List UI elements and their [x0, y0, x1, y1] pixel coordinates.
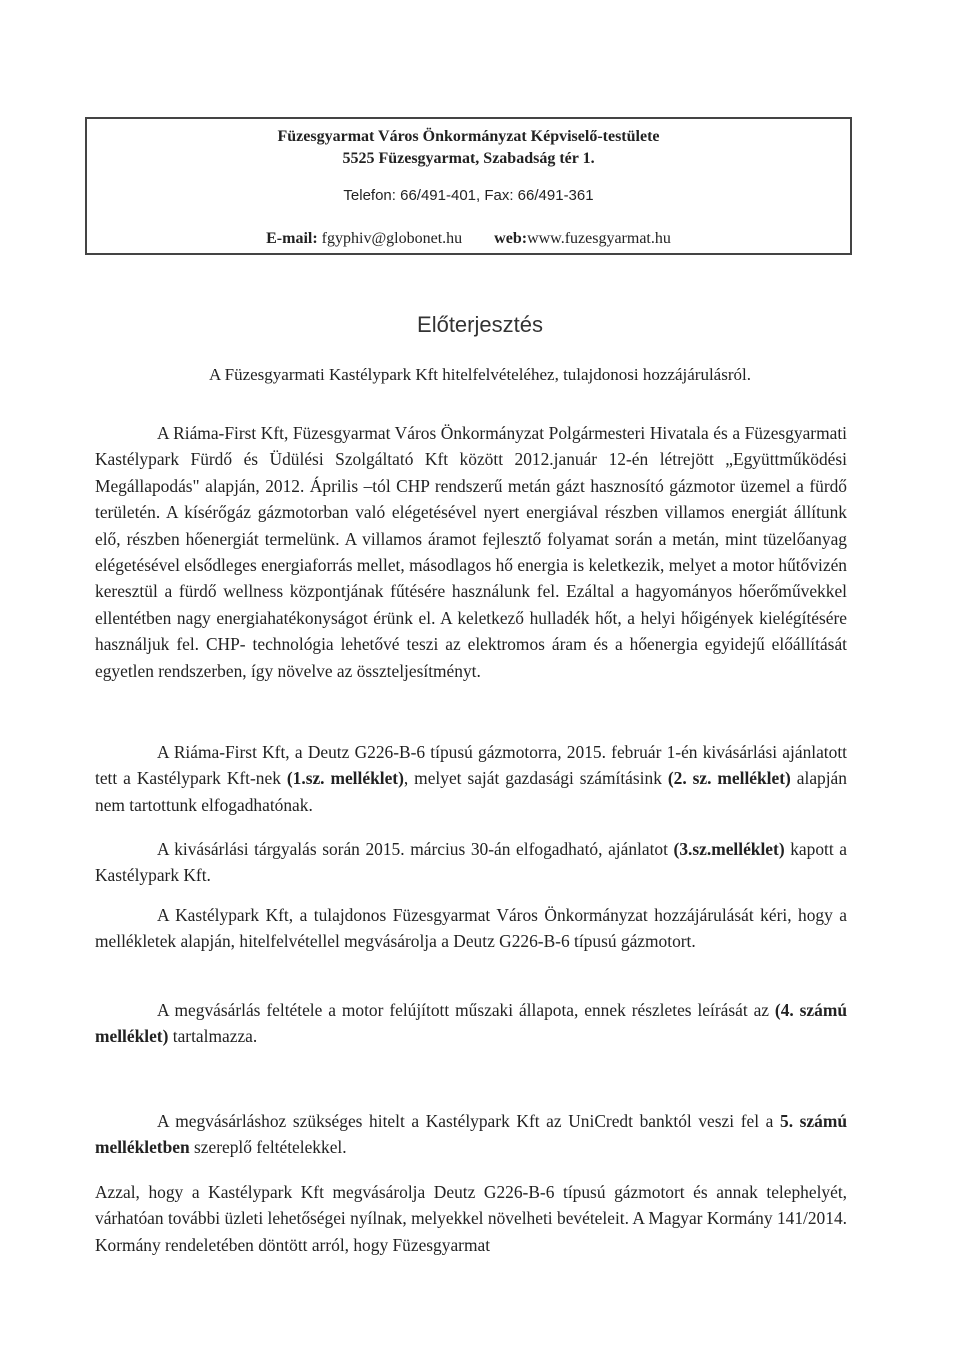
org-name: Füzesgyarmat Város Önkormányzat Képviselő-testülete [277, 128, 660, 145]
p3-annex-3: (3.sz.melléklet) [673, 839, 785, 859]
p6-text-c: szereplő feltételekkel. [189, 1137, 347, 1158]
p3-text-a: A kivásárlási tárgyalás során 2015. március 30-án elfogadható, ajánlatot [157, 839, 674, 859]
org-address: 5525 Füzesgyarmat, Szabadság tér 1. [342, 150, 595, 167]
paragraph-3 [95, 836, 847, 889]
document-title: Előterjesztés [417, 312, 543, 337]
paragraph-5 [95, 997, 847, 1050]
paragraph-6 [95, 1108, 847, 1161]
p2-text-e: alapján nem tartottunk elfogadhatónak. [95, 768, 847, 815]
p5-text-a: A megvásárlás feltétele a motor felújított műszaki állapota, ennek részletes leírását az [157, 1000, 775, 1020]
letterhead-box [85, 117, 852, 255]
p3-text-c: kapott a Kastélypark Kft. [95, 839, 847, 886]
email-label: E-mail: [266, 230, 318, 247]
document-subtitle: A Füzesgyarmati Kastélypark Kft hitelfelvételéhez, tulajdonosi hozzájárulásról. [209, 365, 751, 384]
p2-annex-2: (2. sz. melléklet) [667, 768, 791, 789]
paragraph-2 [95, 739, 847, 818]
email-link[interactable]: fgyphiv@globonet.hu [321, 230, 463, 247]
phone-fax: Telefon: 66/491-401, Fax: 66/491-361 [343, 187, 594, 204]
p2-annex-1: (1.sz. melléklet) [286, 768, 404, 789]
p2-text-a: A Riáma-First Kft, a Deutz G226-B-6 típusú gázmotorra, 2015. február 1-én kivásárlási ajánlatott tett a Kastélypark Kft-nek [95, 742, 847, 789]
paragraph-7: Azzal, hogy a Kastélypark Kft megvásárolja Deutz G226-B-6 típusú gázmotort és annak telephelyét, várhatóan további üzleti lehetőségei nyílnak, melyekkel növelheti bevételeit. A Magyar Kormány 141/2014. Kormány rendeletében döntött arról, hogy Füzesgyarmat [95, 1182, 847, 1255]
web-block [494, 230, 671, 247]
p5-text-c: tartalmazza. [168, 1026, 258, 1047]
p2-text-c: , melyet saját gazdasági számításink [403, 768, 668, 789]
p6-text-a: A megvásárláshoz szükséges hitelt a Kastélypark Kft az UniCredt banktól veszi fel a [157, 1111, 780, 1131]
paragraph-4: A Kastélypark Kft, a tulajdonos Füzesgyarmat Város Önkormányzat hozzájárulását kéri, hogy a mellékletek alapján, hitelfelvétellel megvásárolja a Deutz G226-B-6 típusú gázmotort. [95, 905, 847, 952]
p6-annex-5: 5. számú mellékletben [95, 1111, 847, 1158]
web-link[interactable]: www.fuzesgyarmat.hu [527, 230, 671, 247]
p5-annex-4: (4. számú melléklet) [95, 1000, 847, 1047]
web-label: web: [494, 230, 528, 247]
paragraph-1: A Riáma-First Kft, Füzesgyarmat Város Önkormányzat Polgármesteri Hivatala és a Füzesgyarmati Kastélypark Fürdő és Üdülési Szolgáltató Kft között 2012.január 12-én létrejött „Együttműködési Megállapodás" alapján, 2012. Április –tól CHP rendszerű metán gázt hasznosító gázmotor üzemel a fürdő területén. A kísérőgáz gázmotorban való elégetésével nyert energiával részben villamos energiát állítunk elő, részben hőenergiát termelünk. A villamos áramot fejlesztő folyamat során a metán, mint tüzelőanyag elégetésével elsődleges energiaforrás mellet, másodlagos hő energia is keletkezik, melyet a motor hűtővizén keresztül a fürdő wellness központjának fűtésére használunk fel. Ezáltal a hagyományos hőerőművekkel ellentétben nagy energiahatékonyságot érünk el. A keletkező hulladék hőt, a helyi hőigények kielégítésére használjuk fel. CHP- technológia lehetővé teszi az elektromos áram és a hőenergia egyidejű előállítását egyetlen rendszerben, így növelve az összteljesítményt. [95, 423, 847, 681]
contact-row [87, 229, 850, 249]
